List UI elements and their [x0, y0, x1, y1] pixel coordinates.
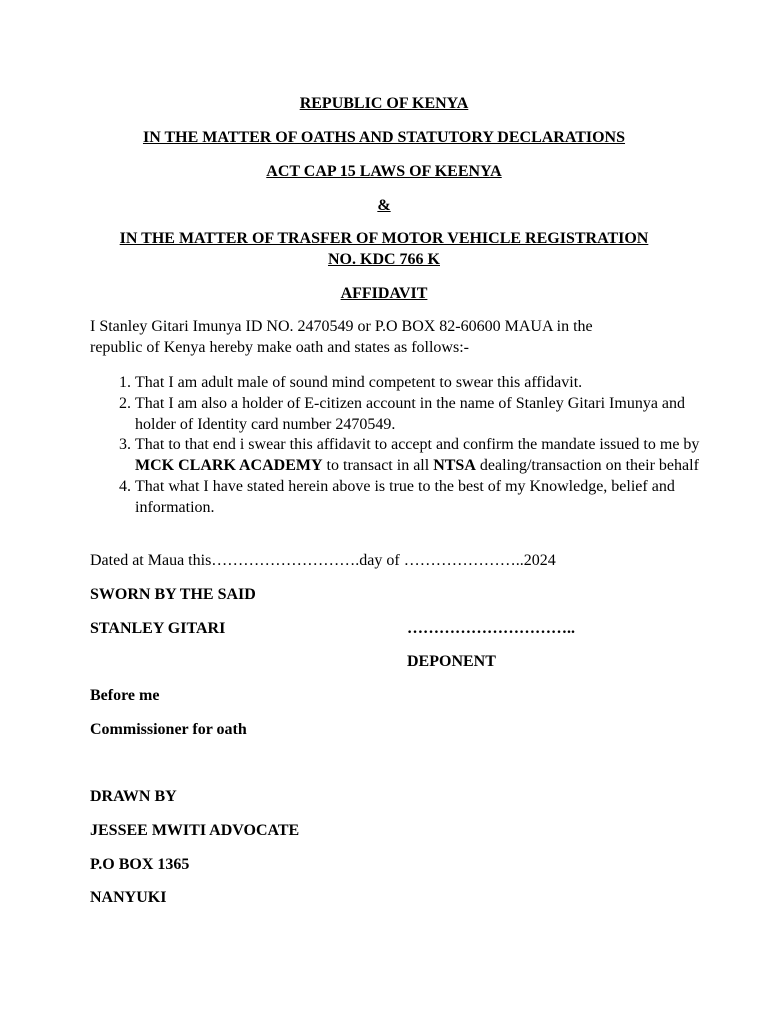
header-republic: REPUBLIC OF KENYA	[299, 95, 469, 112]
header-act-cap: ACT CAP 15 LAWS OF KEENYA	[266, 163, 502, 180]
clause-3-ntsa: NTSA	[433, 457, 476, 475]
header-transfer-matter: IN THE MATTER OF TRASFER OF MOTOR VEHICLE REGISTRATION	[119, 230, 649, 247]
intro-line-1: I Stanley Gitari Imunya ID NO. 2470549 or P.O BOX 82-60600 MAUA in the	[90, 318, 593, 335]
before-me-label: Before me	[90, 687, 160, 704]
clause-4-text: That what I have stated herein above is true to the best of my Knowledge, belief and information.	[135, 477, 675, 516]
clause-item	[135, 477, 715, 519]
clause-item	[135, 435, 715, 477]
commissioner-label: Commissioner for oath	[90, 721, 247, 738]
clause-3-academy-name: MCK CLARK ACADEMY	[135, 457, 323, 475]
advocate-name: JESSEE MWITI ADVOCATE	[90, 822, 300, 839]
deponent-name: STANLEY GITARI	[90, 620, 226, 637]
intro-line-2: republic of Kenya hereby make oath and states as follows:-	[90, 339, 469, 356]
clause-list	[90, 373, 715, 519]
header-registration-number: NO. KDC 766 K	[328, 251, 440, 268]
clause-3-text-b: to transact in all	[322, 457, 434, 475]
document-title: AFFIDAVIT	[340, 285, 428, 302]
dated-line: Dated at Maua this……………………….day of …………………..2024	[90, 552, 556, 569]
sworn-by-label: SWORN BY THE SAID	[90, 586, 256, 603]
advocate-po-box: P.O BOX 1365	[90, 856, 190, 873]
header-oaths-matter: IN THE MATTER OF OATHS AND STATUTORY DECLARATIONS	[142, 129, 626, 146]
clause-1-text: That I am adult male of sound mind competent to swear this affidavit.	[135, 374, 583, 391]
clause-item	[135, 394, 715, 436]
signature-line: …………………………..	[407, 620, 575, 637]
deponent-label: DEPONENT	[407, 653, 496, 670]
advocate-town: NANYUKI	[90, 889, 167, 906]
clause-3-text-c: dealing/transaction on their behalf	[475, 457, 699, 475]
clause-3-text-a: That to that end i swear this affidavit to accept and confirm the mandate issued to me by	[135, 436, 700, 454]
clause-2-text: That I am also a holder of E-citizen account in the name of Stanley Gitari Imunya and holder of Identity card number 2470549.	[135, 394, 686, 433]
drawn-by-label: DRAWN BY	[90, 788, 177, 805]
clause-item	[135, 373, 715, 394]
header-ampersand: &	[377, 197, 391, 214]
